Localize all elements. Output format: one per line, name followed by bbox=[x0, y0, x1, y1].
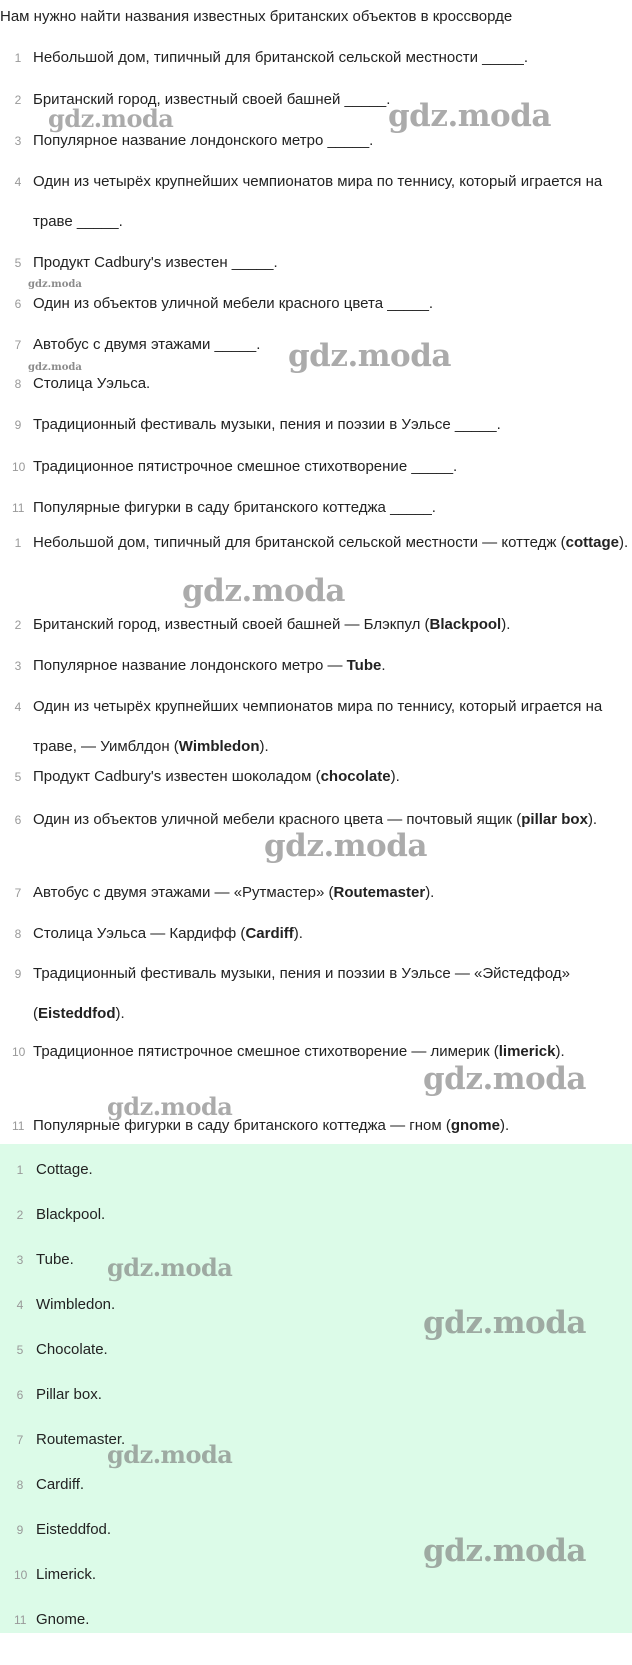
item-text: Столица Уэльса. bbox=[33, 375, 151, 392]
item-text: Продукт Cadbury's известен _____. bbox=[33, 254, 278, 271]
item-text: Один из объектов уличной мебели красного цвета — почтовый ящик (pillar box). bbox=[33, 811, 598, 828]
item-number: 2 bbox=[14, 618, 22, 632]
item-text: Автобус с двумя этажами _____. bbox=[33, 336, 261, 353]
item-text: Традиционное пятистрочное смешное стихотворение — лимерик (limerick). bbox=[33, 1043, 565, 1060]
watermark: gdz.moda bbox=[423, 1061, 586, 1097]
answer-word: pillar box bbox=[521, 811, 588, 828]
item-text: Один из объектов уличной мебели красного цвета _____. bbox=[33, 295, 434, 312]
item-text: Британский город, известный своей башней _____. bbox=[33, 91, 391, 108]
item-text: Популярные фигурки в саду британского коттеджа — гном (gnome). bbox=[33, 1117, 510, 1134]
item-text: Столица Уэльса — Кардифф (Cardiff). bbox=[33, 925, 303, 942]
item-text: Один из четырёх крупнейших чемпионатов мира по теннису, который играется на траве _____. bbox=[33, 173, 603, 230]
item-text: Продукт Cadbury's известен шоколадом (chocolate). bbox=[33, 768, 400, 785]
watermark: gdz.moda bbox=[423, 1305, 586, 1341]
item-text: Wimbledon. bbox=[36, 1296, 116, 1313]
answer-word: Tube bbox=[346, 657, 382, 674]
item-text: Routemaster. bbox=[36, 1431, 126, 1448]
watermark: gdz.moda bbox=[28, 362, 82, 373]
item-number: 6 bbox=[14, 297, 22, 311]
item-text: Cardiff. bbox=[36, 1476, 85, 1493]
answer-word: Wimbledon bbox=[178, 738, 260, 755]
item-text: Автобус с двумя этажами — «Рутмастер» (Routemaster). bbox=[33, 884, 435, 901]
item-number: 3 bbox=[14, 659, 22, 673]
watermark: gdz.moda bbox=[182, 573, 345, 609]
item-number: 10 bbox=[12, 460, 26, 474]
item-number: 2 bbox=[14, 93, 22, 107]
task-heading: Нам нужно найти названия известных британских объектов в кроссворде bbox=[0, 8, 513, 25]
item-text: Один из четырёх крупнейших чемпионатов мира по теннису, который играется на траве, — Уимблдон (Wimbledon). bbox=[33, 698, 603, 755]
item-number: 7 bbox=[14, 886, 22, 900]
item-number: 11 bbox=[12, 1119, 25, 1133]
item-text: Eisteddfod. bbox=[36, 1521, 112, 1538]
item-text: Blackpool. bbox=[36, 1206, 106, 1223]
item-text: Популярное название лондонского метро _____. bbox=[33, 132, 374, 149]
item-number: 9 bbox=[14, 418, 22, 432]
item-number: 4 bbox=[14, 700, 22, 714]
item-text: Небольшой дом, типичный для британской сельской местности — коттедж (cottage). bbox=[33, 534, 629, 551]
watermark: gdz.moda bbox=[107, 1092, 233, 1121]
item-number: 7 bbox=[16, 1433, 24, 1447]
item-text: Limerick. bbox=[36, 1566, 97, 1583]
watermark: gdz.moda bbox=[107, 1253, 233, 1282]
item-number: 9 bbox=[16, 1523, 24, 1537]
answer-word: limerick bbox=[498, 1043, 556, 1060]
item-number: 5 bbox=[14, 256, 22, 270]
item-text: Традиционное пятистрочное смешное стихотворение _____. bbox=[33, 458, 458, 475]
item-text: Gnome. bbox=[36, 1611, 90, 1628]
item-number: 8 bbox=[16, 1478, 24, 1492]
answer-word: Cardiff bbox=[245, 925, 294, 942]
watermark: gdz.moda bbox=[388, 98, 551, 134]
answer-word: chocolate bbox=[320, 768, 391, 785]
item-number: 3 bbox=[14, 134, 22, 148]
item-text: Chocolate. bbox=[36, 1341, 108, 1358]
item-text: Pillar box. bbox=[36, 1386, 102, 1403]
item-number: 5 bbox=[16, 1343, 24, 1357]
item-number: 9 bbox=[14, 967, 22, 981]
item-number: 4 bbox=[14, 175, 22, 189]
item-number: 5 bbox=[14, 770, 22, 784]
item-number: 8 bbox=[14, 377, 22, 391]
answer-word: Blackpool bbox=[429, 616, 502, 633]
watermark: gdz.moda bbox=[48, 104, 174, 133]
watermark: gdz.moda bbox=[423, 1533, 586, 1569]
item-number: 10 bbox=[14, 1568, 28, 1582]
item-number: 10 bbox=[12, 1045, 26, 1059]
watermark: gdz.moda bbox=[288, 338, 451, 374]
watermark: gdz.moda bbox=[28, 279, 82, 290]
item-text: Cottage. bbox=[36, 1161, 93, 1178]
item-number: 3 bbox=[16, 1253, 24, 1267]
item-text: Традиционный фестиваль музыки, пения и поэзии в Уэльсе _____. bbox=[33, 416, 501, 433]
item-number: 1 bbox=[16, 1163, 24, 1177]
item-number: 11 bbox=[14, 1613, 27, 1627]
item-number: 4 bbox=[16, 1298, 24, 1312]
item-number: 11 bbox=[12, 501, 25, 515]
item-text: Популярное название лондонского метро — Tube. bbox=[33, 657, 386, 674]
item-number: 1 bbox=[14, 51, 22, 65]
item-number: 6 bbox=[14, 813, 22, 827]
watermark: gdz.moda bbox=[264, 828, 427, 864]
item-number: 1 bbox=[14, 536, 22, 550]
item-number: 6 bbox=[16, 1388, 24, 1402]
item-text: Британский город, известный своей башней — Блэкпул (Blackpool). bbox=[33, 616, 511, 633]
watermark: gdz.moda bbox=[107, 1440, 233, 1469]
item-text: Tube. bbox=[36, 1251, 74, 1268]
answer-word: Routemaster bbox=[333, 884, 426, 901]
item-text: Популярные фигурки в саду британского коттеджа _____. bbox=[33, 499, 436, 516]
item-number: 8 bbox=[14, 927, 22, 941]
answer-word: gnome bbox=[450, 1117, 500, 1134]
answer-word: Eisteddfod bbox=[38, 1005, 116, 1022]
answer-word: cottage bbox=[565, 534, 619, 551]
item-text: Небольшой дом, типичный для британской сельской местности _____. bbox=[33, 49, 529, 66]
item-text: Традиционный фестиваль музыки, пения и поэзии в Уэльсе — «Эйстедфод» (Eisteddfod). bbox=[33, 965, 570, 1022]
item-number: 7 bbox=[14, 338, 22, 352]
item-number: 2 bbox=[16, 1208, 24, 1222]
